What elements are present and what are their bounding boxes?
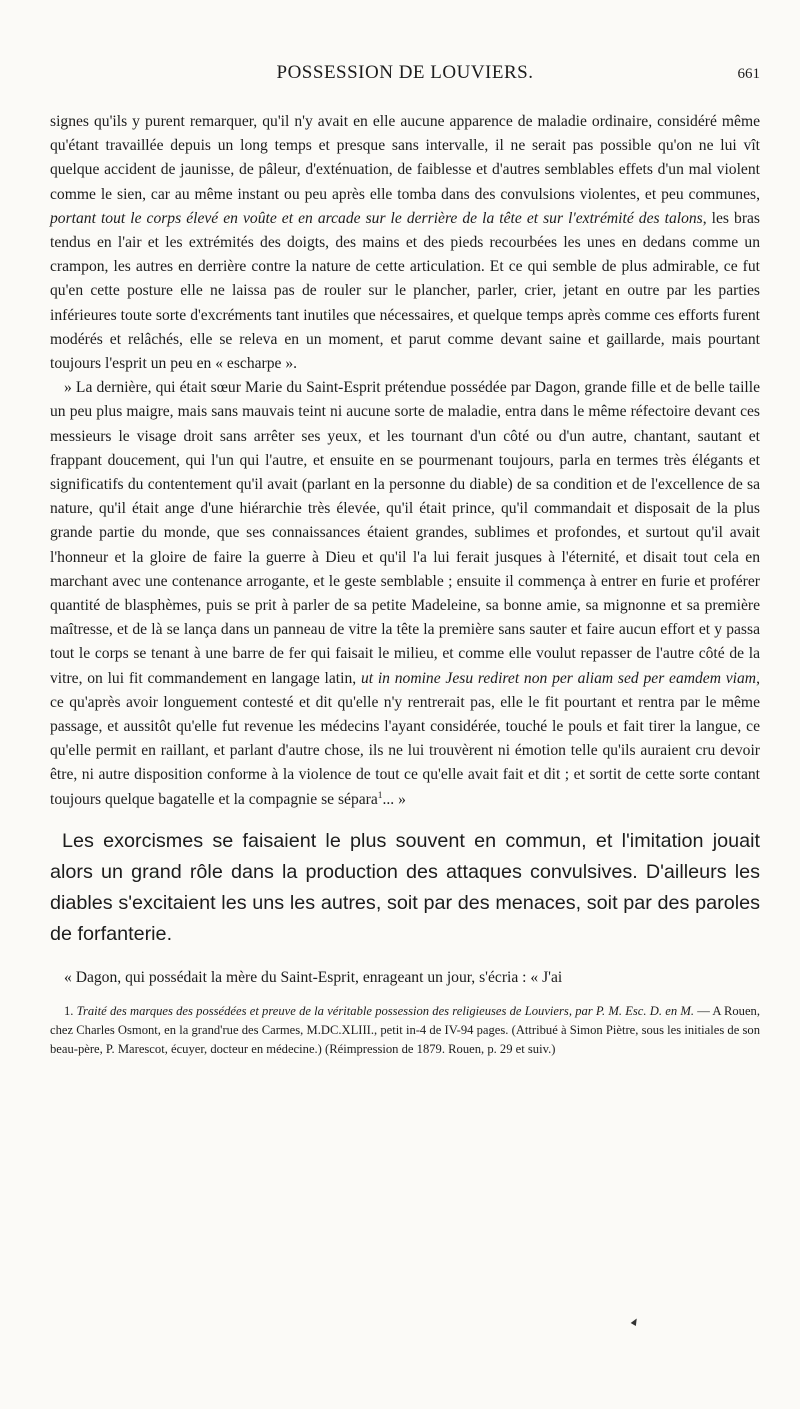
quote-p1-italic: portant tout le corps élevé en voûte et en arcade sur le derrière de la tête et sur l'extrémité des talons [50, 209, 703, 227]
footnote-number: 1. [64, 1003, 77, 1018]
running-title: POSSESSION DE LOUVIERS. [276, 62, 534, 83]
main-paragraph: Les exorcismes se faisaient le plus souvent en commun, et l'imitation jouait alors un grand rôle dans la production des attaques convulsives. D'ailleurs les diables s'excitaient les uns les autres, soit par des menaces, soit par des paroles de forfanterie. [50, 829, 760, 945]
footnote-1 [50, 1002, 760, 1059]
stray-ink-mark [631, 1317, 640, 1326]
footnote-details: — A Rouen, chez Charles Osmont, en la grand'rue des Carmes, M.DC.XLIII., petit in-4 de IV-94 pages. (Attribué à Simon Piètre, sous les initiales de son beau-père, P. Marescot, écuyer, docteur en médecine.) (Réimpression de 1879. Rouen, p. 29 et suiv.) [50, 1003, 761, 1056]
quote-p2-text-a: » La dernière, qui était sœur Marie du Saint-Esprit prétendue possédée par Dagon, grande fille et de belle taille un peu plus maigre, mais sans mauvais teint ni aucune sorte de maladie, entra dans le même réfectoire devant ces messieurs le visage droit sans arrêter ses yeux, et les tournant d'un côté ou d'un autre, chantant, sautant et frappant doucement, qui l'un qui l'autre, et ensuite en se pourmenant toujours, parla en termes très élégants et significatifs du contentement qu'il avait (parlant en la personne du diable) de sa condition et de l'excellence de sa nature, qu'il était ange d'une hiérarchie très élevée, qu'il était prince, qu'il commandait et disposait de la plus grande partie du monde, que ses connaissances étaient grandes, sublimes et profondes, et surtout qu'il avait l'honneur et la gloire de faire la guerre à Dieu et qu'il l'a lui ferait jusques à l'éternité, et disait tout cela en marchant avec une contenance arrogante, et le geste semblable ; ensuite il commença à entrer en furie et proférer quantité de blasphèmes, puis se prit à parler de sa petite Madeleine, sa bonne amie, sa mignonne et sa première maîtresse, et de là se lança dans un panneau de vitre la tête la première sans sauter et faire aucun effort et y passa tout le corps se tenant à une barre de fer qui faisait le milieu, et comme elle voulut repasser de l'autre côté de la vitre, on lui fit commandement en langage latin, [50, 379, 760, 687]
continuation-line: « Dagon, qui possédait la mère du Saint-Esprit, enrageant un jour, s'écria : « J'ai [64, 968, 563, 986]
footnote [50, 1002, 760, 1059]
footnote-title: Traité des marques des possédées et preuve de la véritable possession des religieuses de Louviers, par P. M. Esc. D. en M. [76, 1003, 694, 1018]
quote-p2-latin: ut in nomine Jesu rediret non per aliam sed per eamdem viam [360, 669, 757, 687]
quote-paragraph-2 [50, 376, 760, 812]
book-page [50, 60, 760, 1059]
quote-p1-text-c: , les bras tendus en l'air et les extrémités des doigts, des mains et des pieds recourbées les unes en dedans comme un crampon, les autres en derrière contre la nature de cette articulation. Et ce qui semble de plus admirable, ce fut qu'en cette posture elle ne laissa pas de rouler sur le plancher, parler, crier, jetant en outre par les parties inférieures toute sorte d'excréments tant inutiles que nécessaires, et quelque temps après comme ces efforts furent modérés et relâchés, elle se releva en un moment, et parut comme devant saine et gaillarde, mais pourtant toujours l'esprit un peu en « escharpe ». [50, 209, 760, 373]
page-header [50, 60, 760, 90]
quote-paragraph-1 [50, 110, 760, 376]
quote-p2-text-c: , ce qu'après avoir longuement contesté et dit qu'elle n'y rentrerait pas, elle le fit pourtant et rentra par le même passage, et aussitôt qu'elle fut revenue les médecins l'ayant considérée, touché le pouls et fait tirer la langue, ce qu'elle permit en raillant, et parlant d'autre chose, ils ne lui trouvèrent ni émotion telle qu'ils auraient cru devoir être, ni autre disposition conforme à la violence de tout ce qu'elle avait fait et dit ; et sortit de cette sorte contant toujours quelque bagatelle et la compagnie se sépara [50, 669, 760, 808]
quoted-report [50, 110, 760, 812]
main-text [50, 826, 760, 950]
footnote-ref[interactable]: 1 [377, 790, 383, 801]
page-number: 661 [737, 66, 760, 82]
quote-p1-text-a: signes qu'ils y purent remarquer, qu'il n'y avait en elle aucune apparence de maladie ordinaire, considéré même qu'étant travaillée depuis un long temps et presque sans intervalle, il ne serait pas possible qu'on ne lui vît quelque accident de jaunisse, de pâleur, d'exténuation, de faiblesse et d'autres semblables effets d'un mal violent comme le sien, car au même instant ou peu après elle tomba dans des convulsions violentes, et peu communes, [50, 113, 760, 203]
quote-p2-text-d: ... » [382, 790, 406, 808]
